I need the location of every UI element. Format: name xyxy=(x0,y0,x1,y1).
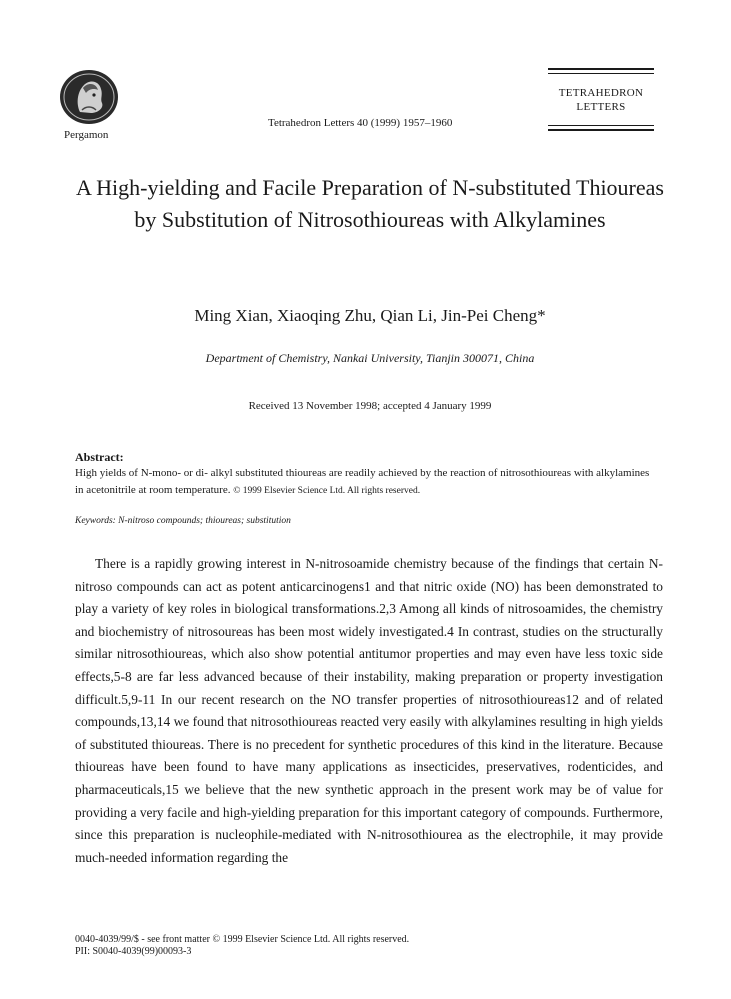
abstract-body xyxy=(75,465,655,500)
abstract-heading: Abstract: xyxy=(75,450,124,464)
top-rule xyxy=(548,68,654,70)
authors: Ming Xian, Xiaoqing Zhu, Qian Li, Jin-Pei Cheng* xyxy=(194,306,546,325)
affiliation: Department of Chemistry, Nankai University, Tianjin 300071, China xyxy=(205,351,535,365)
journal-name xyxy=(548,77,654,125)
body-paragraph: There is a rapidly growing interest in N-nitrosoamide chemistry because of the findings that certain N-nitroso compounds can act as potent anticarcinogens1 and that nitric oxide (NO) has been demonstrated to play a variety of key roles in biological transformations.2,3 Among all kinds of nitrosoamides, the chemistry and biochemistry of nitrosoureas has been most widely investigated.4 In contrast, studies on the structurally similar nitrosothioureas, which also show potential antitumor properties and may even have less toxic side effects,5-8 are far less advanced because of their instability, making preparation or property investigation difficult.5,9-11 In our recent research on the NO transfer properties of nitrosothioureas12 and of related compounds,13,14 we found that nitrosothioureas reacted very easily with alkylamines resulting in high yields of substituted thioureas. There is no precedent for synthetic procedures of this kind in the literature. Because thioureas have been found to have many applications as insecticides, preservatives, rodenticides, and pharmaceuticals,15 we believe that the new synthetic approach in the present work may be of value for providing a very facile and high-yielding preparation for this important category of compounds. Furthermore, since this preparation is nucleophile-mediated with N-nitrosothiourea as the electrophile, it may provide much-needed information regarding the xyxy=(75,556,663,865)
publisher-logo xyxy=(58,68,120,126)
bottom-rule-thin xyxy=(548,125,654,126)
journal-name-line2: LETTERS xyxy=(576,101,626,113)
received-dates: Received 13 November 1998; accepted 4 January 1999 xyxy=(248,400,492,412)
journal-title-block xyxy=(548,68,654,134)
keywords: Keywords: N-nitroso compounds; thioureas; substitution xyxy=(75,516,291,526)
abstract-copyright: © 1999 Elsevier Science Ltd. All rights reserved. xyxy=(233,486,421,496)
journal-citation: Tetrahedron Letters 40 (1999) 1957–1960 xyxy=(268,117,453,129)
journal-name-line1: TETRAHEDRON xyxy=(558,87,644,99)
footer-line-issn: 0040-4039/99/$ - see front matter © 1999 Elsevier Science Ltd. All rights reserved. xyxy=(75,934,410,945)
footer-line-pii: PII: S0040-4039(99)00093-3 xyxy=(75,946,192,957)
abstract-text: High yields of N-mono- or di- alkyl substituted thioureas are readily achieved by the reaction of nitrosothioureas with alkylamines in acetonitrile at room temperature. xyxy=(75,467,650,496)
bottom-rule xyxy=(548,129,654,131)
body-text xyxy=(75,553,663,869)
publisher-name: Pergamon xyxy=(64,129,109,141)
footer xyxy=(75,934,409,958)
article-title: A High-yielding and Facile Preparation of N-substituted Thioureas by Substitution of Nitrosothioureas with Alkylamines xyxy=(76,175,664,232)
top-rule-thin xyxy=(548,73,654,74)
